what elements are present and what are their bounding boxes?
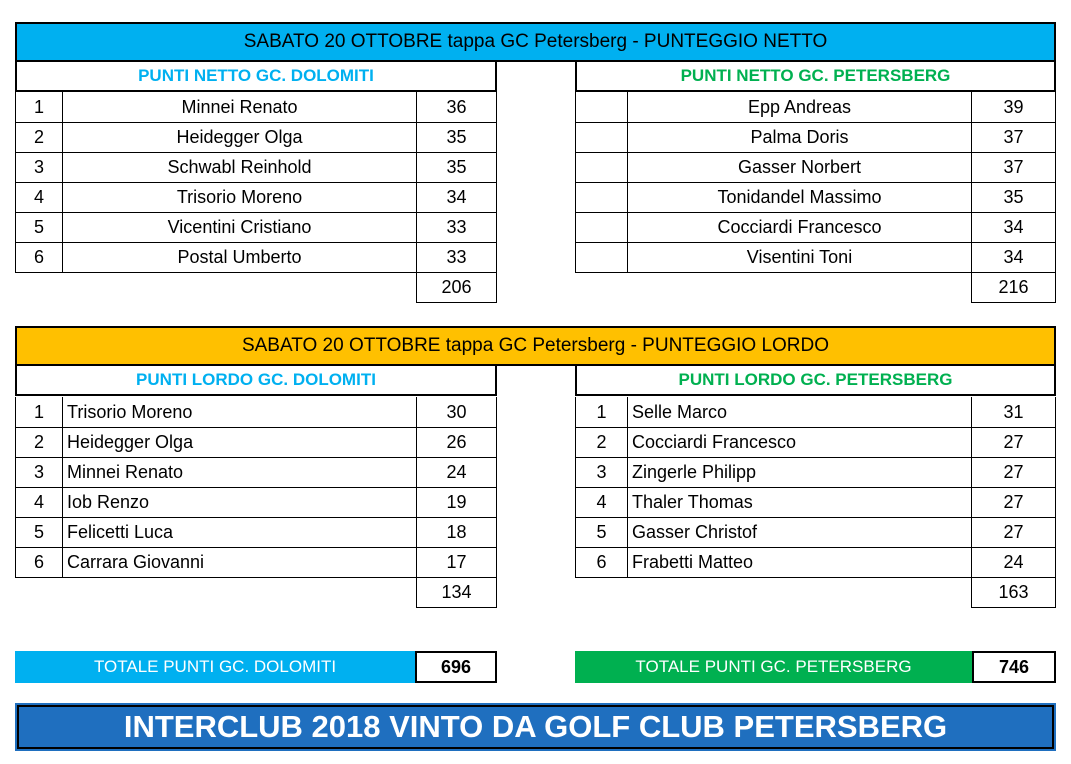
total-row [16,577,497,607]
score-row [16,152,497,182]
petersberg-total-value-text: 746 [998,656,1030,677]
row-position: 6 [16,547,63,577]
dolomiti-total-label-text: TOTALE PUNTI GC. DOLOMITI [93,657,337,676]
score-row [576,242,1056,272]
blank-cell [16,272,63,302]
dolomiti-total-label [15,651,415,683]
total-row [16,272,497,302]
winner-text: INTERCLUB 2018 VINTO DA GOLF CLUB PETERSBERG [123,709,948,744]
row-position: 1 [576,397,628,427]
player-points: 27 [972,517,1056,547]
score-row [576,122,1056,152]
row-position: 4 [16,182,63,212]
score-row [16,212,497,242]
player-points: 34 [417,182,497,212]
row-position [576,182,628,212]
player-points: 37 [972,152,1056,182]
row-position: 3 [16,152,63,182]
player-name: Trisorio Moreno [63,397,417,427]
player-points: 17 [417,547,497,577]
player-points: 24 [972,547,1056,577]
row-position: 2 [576,427,628,457]
player-name: Carrara Giovanni [63,547,417,577]
player-name: Schwabl Reinhold [63,152,417,182]
netto-petersberg-header [575,60,1056,92]
row-position: 5 [576,517,628,547]
petersberg-total-label-text: TOTALE PUNTI GC. PETERSBERG [635,657,912,676]
lordo-banner [15,326,1056,366]
petersberg-total-label [575,651,972,683]
player-name: Gasser Christof [628,517,972,547]
netto-petersberg-header-label: PUNTI NETTO GC. PETERSBERG [680,66,951,85]
player-points: 19 [417,487,497,517]
lordo-petersberg-header [575,364,1056,396]
score-row [576,517,1056,547]
player-points: 30 [417,397,497,427]
player-points: 26 [417,427,497,457]
score-row [576,397,1056,427]
player-name: Palma Doris [628,122,972,152]
player-name: Vicentini Cristiano [63,212,417,242]
score-row [576,547,1056,577]
table-total: 206 [417,272,497,302]
lordo-title: SABATO 20 OTTOBRE tappa GC Petersberg - PUNTEGGIO LORDO [241,335,830,356]
row-position: 6 [576,547,628,577]
player-name: Cocciardi Francesco [628,212,972,242]
player-name: Zingerle Philipp [628,457,972,487]
lordo-dolomiti-table [15,397,497,608]
player-points: 35 [972,182,1056,212]
netto-dolomiti-header-label: PUNTI NETTO GC. DOLOMITI [138,66,374,85]
player-points: 27 [972,427,1056,457]
row-position: 1 [16,397,63,427]
score-row [16,242,497,272]
score-row [16,397,497,427]
player-name: Minnei Renato [63,457,417,487]
score-row [16,122,497,152]
player-points: 35 [417,152,497,182]
score-row [16,547,497,577]
dolomiti-total-value [415,651,497,683]
player-name: Cocciardi Francesco [628,427,972,457]
row-position [576,122,628,152]
row-position: 1 [16,92,63,122]
player-name: Trisorio Moreno [63,182,417,212]
player-points: 36 [417,92,497,122]
table-total: 134 [417,577,497,607]
player-name: Thaler Thomas [628,487,972,517]
player-name: Visentini Toni [628,242,972,272]
row-position [576,152,628,182]
player-points: 18 [417,517,497,547]
petersberg-total-value [972,651,1056,683]
row-position: 4 [576,487,628,517]
lordo-petersberg-table [575,397,1056,608]
row-position: 5 [16,517,63,547]
player-points: 34 [972,242,1056,272]
netto-banner [15,22,1056,62]
player-name: Iob Renzo [63,487,417,517]
row-position: 4 [16,487,63,517]
score-row [576,92,1056,122]
player-points: 35 [417,122,497,152]
blank-cell [628,577,972,607]
player-name: Epp Andreas [628,92,972,122]
blank-cell [63,272,417,302]
player-name: Postal Umberto [63,242,417,272]
score-row [576,427,1056,457]
score-row [16,517,497,547]
row-position: 5 [16,212,63,242]
row-position: 3 [16,457,63,487]
blank-cell [16,577,63,607]
player-points: 27 [972,487,1056,517]
row-position [576,92,628,122]
player-name: Selle Marco [628,397,972,427]
score-row [576,457,1056,487]
score-row [16,182,497,212]
row-position: 6 [16,242,63,272]
dolomiti-total-value-text: 696 [440,656,472,677]
player-points: 31 [972,397,1056,427]
row-position: 2 [16,122,63,152]
row-position [576,242,628,272]
score-row [576,212,1056,242]
player-name: Minnei Renato [63,92,417,122]
score-row [576,152,1056,182]
player-points: 24 [417,457,497,487]
player-name: Tonidandel Massimo [628,182,972,212]
score-row [16,427,497,457]
score-row [16,457,497,487]
total-row [576,272,1056,302]
row-position: 2 [16,427,63,457]
player-points: 37 [972,122,1056,152]
lordo-petersberg-header-label: PUNTI LORDO GC. PETERSBERG [678,370,953,389]
blank-cell [628,272,972,302]
blank-cell [576,272,628,302]
table-total: 163 [972,577,1056,607]
player-points: 33 [417,212,497,242]
netto-title: SABATO 20 OTTOBRE tappa GC Petersberg - PUNTEGGIO NETTO [243,31,828,52]
score-row [16,487,497,517]
blank-cell [576,577,628,607]
player-points: 33 [417,242,497,272]
netto-petersberg-table [575,92,1056,303]
player-name: Heidegger Olga [63,427,417,457]
player-name: Felicetti Luca [63,517,417,547]
player-name: Heidegger Olga [63,122,417,152]
table-total: 216 [972,272,1056,302]
score-row [16,92,497,122]
row-position [576,212,628,242]
netto-dolomiti-table [15,92,497,303]
lordo-dolomiti-header-label: PUNTI LORDO GC. DOLOMITI [136,370,376,389]
score-row [576,182,1056,212]
netto-dolomiti-header [15,60,497,92]
winner-banner [17,705,1054,749]
row-position: 3 [576,457,628,487]
player-points: 27 [972,457,1056,487]
player-name: Gasser Norbert [628,152,972,182]
score-row [576,487,1056,517]
player-points: 39 [972,92,1056,122]
player-points: 34 [972,212,1056,242]
lordo-dolomiti-header [15,364,497,396]
blank-cell [63,577,417,607]
total-row [576,577,1056,607]
player-name: Frabetti Matteo [628,547,972,577]
